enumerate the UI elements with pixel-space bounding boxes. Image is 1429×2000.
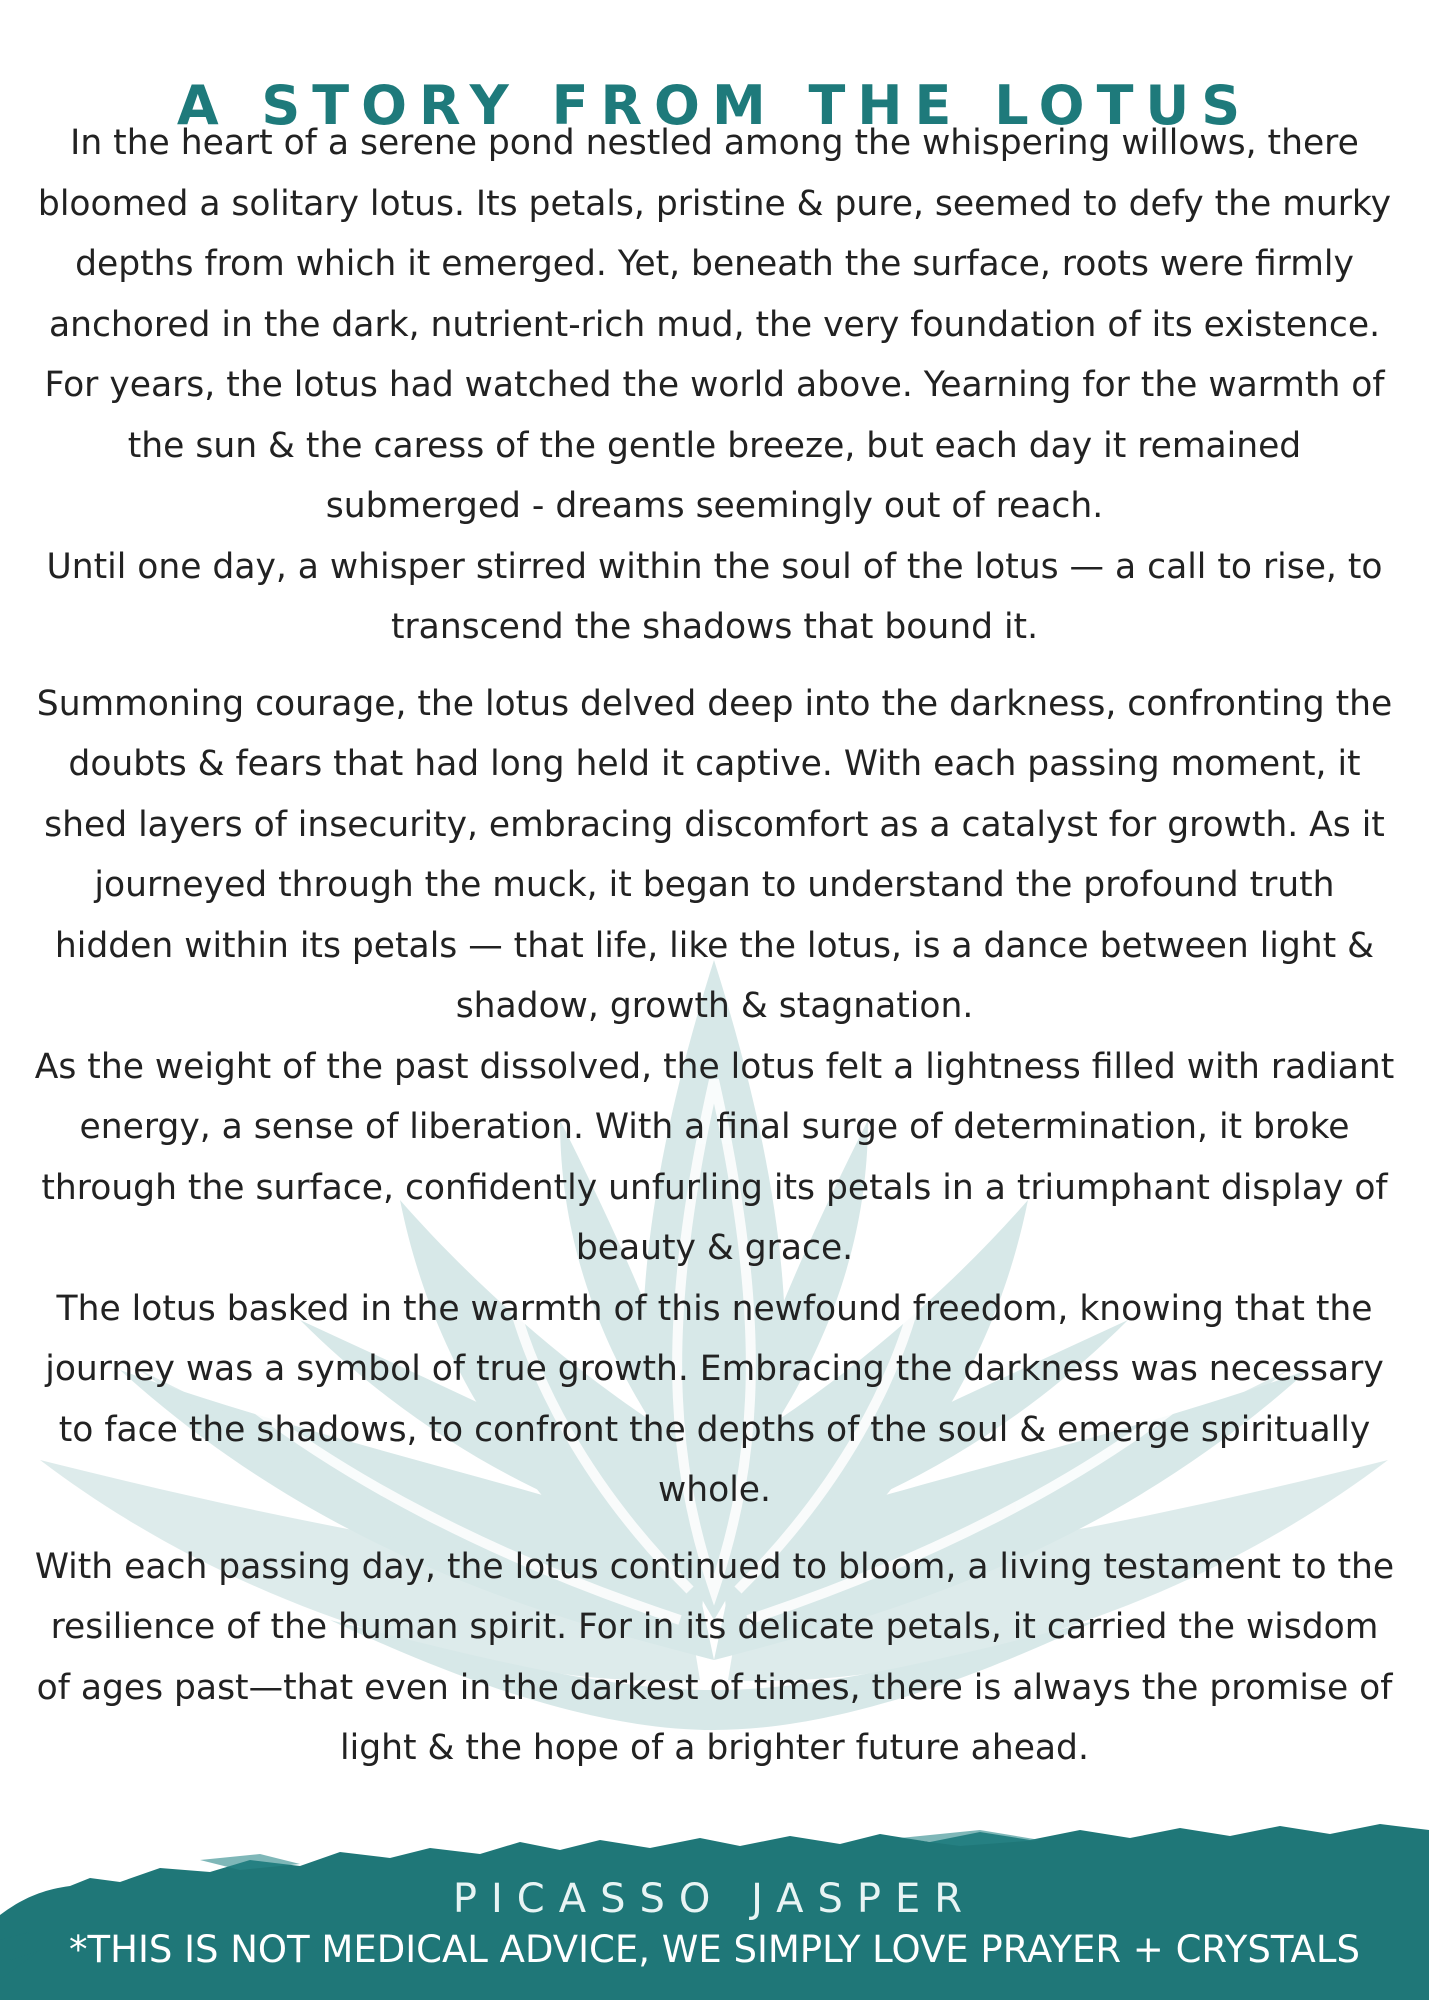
story-paragraph: As the weight of the past dissolved, the lotus felt a lightness filled with radiant energy, a sense of liberation. With a final surge of determination, it broke through the surface, confidently unfurling its petals in a triumphant display of beauty & grace.: [34, 1046, 1395, 1268]
story-body: [30, 113, 1399, 1779]
page-title: A STORY FROM THE LOTUS: [176, 74, 1253, 138]
story-paragraph: Summoning courage, the lotus delved deep into the darkness, confronting the doubts & fears that had long held it captive. With each passing moment, it shed layers of insecurity, embracing discomfort as a catalyst for growth. As it journeyed through the muck, it began to understand the profound truth hidden within its petals — that life, like the lotus, is a dance between light & shadow, growth & stagnation.: [36, 683, 1393, 1026]
story-paragraph: Until one day, a whisper stirred within the soul of the lotus — a call to rise, to transcend the shadows that bound it.: [46, 546, 1383, 647]
story-paragraph: The lotus basked in the warmth of this newfound freedom, knowing that the journey was a symbol of true growth. Embracing the darkness was necessary to face the shadows, to confront the depths of the soul & emerge spiritually whole.: [45, 1288, 1384, 1510]
disclaimer-text: *THIS IS NOT MEDICAL ADVICE, WE SIMPLY LOVE PRAYER + CRYSTALS: [69, 1928, 1360, 1971]
story-paragraph: For years, the lotus had watched the world above. Yearning for the warmth of the sun & the caress of the gentle breeze, but each day it remained submerged - dreams seemingly out of reach.: [44, 365, 1385, 526]
story-paragraph: In the heart of a serene pond nestled among the whispering willows, there bloomed a solitary lotus. Its petals, pristine & pure, seemed to defy the murky depths from which it emerged. Yet, beneath the surface, roots were firmly anchored in the dark, nutrient-rich mud, the very foundation of its existence.: [37, 123, 1392, 345]
story-paragraph: With each passing day, the lotus continued to bloom, a living testament to the resilience of the human spirit. For in its delicate petals, it carried the wisdom of ages past—that even in the darkest of times, there is always the promise of light & the hope of a brighter future ahead.: [34, 1546, 1395, 1768]
brand-name: PICASSO JASPER: [452, 1876, 977, 1922]
